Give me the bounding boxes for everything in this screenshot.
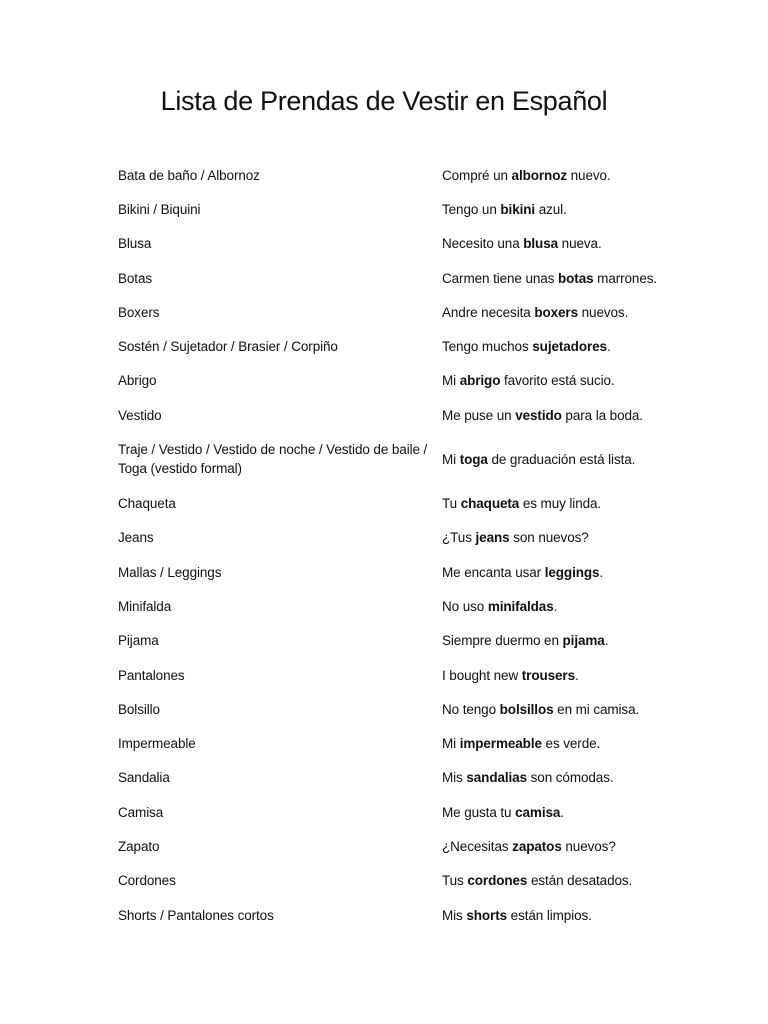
example-sentence: ¿Necesitas zapatos nuevos? (442, 838, 616, 854)
example-sentence: Mi impermeable es verde. (442, 736, 601, 752)
clothing-term: Bikini / Biquini (118, 201, 201, 217)
example-sentence: Me puse un vestido para la boda. (442, 407, 643, 423)
example-sentence: Compré un albornoz nuevo. (442, 167, 611, 183)
highlighted-word: leggings (544, 564, 600, 580)
example-sentence: Mis shorts están limpios. (442, 907, 592, 923)
vocab-row (118, 658, 718, 692)
example-sentence: I bought new trousers. (442, 667, 579, 683)
example-sentence: Siempre duermo en pijama. (442, 633, 609, 649)
clothing-term: Sandalia (118, 770, 170, 786)
vocab-row (118, 898, 718, 932)
clothing-term: Cordones (118, 873, 176, 889)
clothing-term: Chaqueta (118, 496, 176, 512)
highlighted-word: impermeable (459, 736, 542, 752)
highlighted-word: chaqueta (460, 496, 520, 512)
example-sentence: Carmen tiene unas botas marrones. (442, 270, 658, 286)
highlighted-word: sandalias (466, 770, 527, 786)
clothing-term: Impermeable (118, 736, 196, 752)
example-sentence: Tengo un bikini azul. (442, 201, 567, 217)
vocab-row (118, 192, 718, 226)
clothing-term: Bata de baño / Albornoz (118, 167, 260, 183)
clothing-term: Vestido (118, 407, 162, 423)
highlighted-word: albornoz (511, 167, 567, 183)
clothing-term: Boxers (118, 304, 160, 320)
example-sentence: Mi toga de graduación está lista. (442, 451, 636, 467)
vocab-row (118, 295, 718, 329)
clothing-term: Zapato (118, 838, 160, 854)
highlighted-word: bolsillos (499, 701, 554, 717)
clothing-term: Camisa (118, 804, 164, 820)
vocab-row (118, 261, 718, 295)
vocab-row (118, 432, 718, 486)
example-sentence: Mis sandalias son cómodas. (442, 770, 614, 786)
example-sentence: Necesito una blusa nueva. (442, 236, 602, 252)
example-sentence: No uso minifaldas. (442, 598, 558, 614)
clothing-term: Bolsillo (118, 701, 160, 717)
vocab-row (118, 329, 718, 363)
example-sentence: ¿Tus jeans son nuevos? (442, 530, 589, 546)
vocab-row (118, 555, 718, 589)
highlighted-word: zapatos (512, 838, 562, 854)
clothing-term: Traje / Vestido / Vestido de noche / Vestido de baile / Toga (vestido formal) (118, 442, 428, 477)
clothing-term: Blusa (118, 236, 152, 252)
vocab-row (118, 486, 718, 520)
highlighted-word: camisa (515, 804, 561, 820)
highlighted-word: cordones (467, 873, 528, 889)
clothing-term: Mallas / Leggings (118, 564, 222, 580)
highlighted-word: shorts (466, 907, 508, 923)
highlighted-word: boxers (534, 304, 578, 320)
clothing-term: Abrigo (118, 373, 157, 389)
vocab-row (118, 795, 718, 829)
example-sentence: Tu chaqueta es muy linda. (442, 496, 602, 512)
vocab-row (118, 761, 718, 795)
example-sentence: No tengo bolsillos en mi camisa. (442, 701, 640, 717)
highlighted-word: abrigo (459, 373, 501, 389)
clothing-term: Shorts / Pantalones cortos (118, 907, 274, 923)
vocab-row (118, 364, 718, 398)
vocab-row (118, 726, 718, 760)
example-sentence: Tus cordones están desatados. (442, 873, 633, 889)
example-sentence: Tengo muchos sujetadores. (442, 339, 611, 355)
highlighted-word: bikini (500, 201, 536, 217)
vocab-row (118, 624, 718, 658)
vocab-row (118, 521, 718, 555)
clothing-term: Jeans (118, 530, 154, 546)
example-sentence: Me encanta usar leggings. (442, 564, 604, 580)
highlighted-word: jeans (475, 530, 510, 546)
vocab-row (118, 158, 718, 192)
highlighted-word: trousers (521, 667, 575, 683)
vocabulary-list (118, 158, 718, 932)
example-sentence: Me gusta tu camisa. (442, 804, 564, 820)
highlighted-word: minifaldas (487, 598, 554, 614)
clothing-term: Pantalones (118, 667, 185, 683)
highlighted-word: blusa (523, 236, 559, 252)
clothing-term: Pijama (118, 633, 159, 649)
example-sentence: Mi abrigo favorito está sucio. (442, 373, 615, 389)
highlighted-word: sujetadores (532, 339, 607, 355)
highlighted-word: pijama (562, 633, 605, 649)
vocab-row (118, 864, 718, 898)
example-sentence: Andre necesita boxers nuevos. (442, 304, 629, 320)
highlighted-word: vestido (515, 407, 562, 423)
clothing-term: Sostén / Sujetador / Brasier / Corpiño (118, 339, 338, 355)
clothing-term: Botas (118, 270, 153, 286)
vocab-row (118, 692, 718, 726)
vocab-row (118, 227, 718, 261)
clothing-term: Minifalda (118, 598, 172, 614)
vocab-row (118, 589, 718, 623)
vocab-row (118, 829, 718, 863)
highlighted-word: botas (558, 270, 594, 286)
vocab-row (118, 398, 718, 432)
page-title: Lista de Prendas de Vestir en Español (160, 86, 608, 116)
highlighted-word: toga (459, 451, 488, 467)
